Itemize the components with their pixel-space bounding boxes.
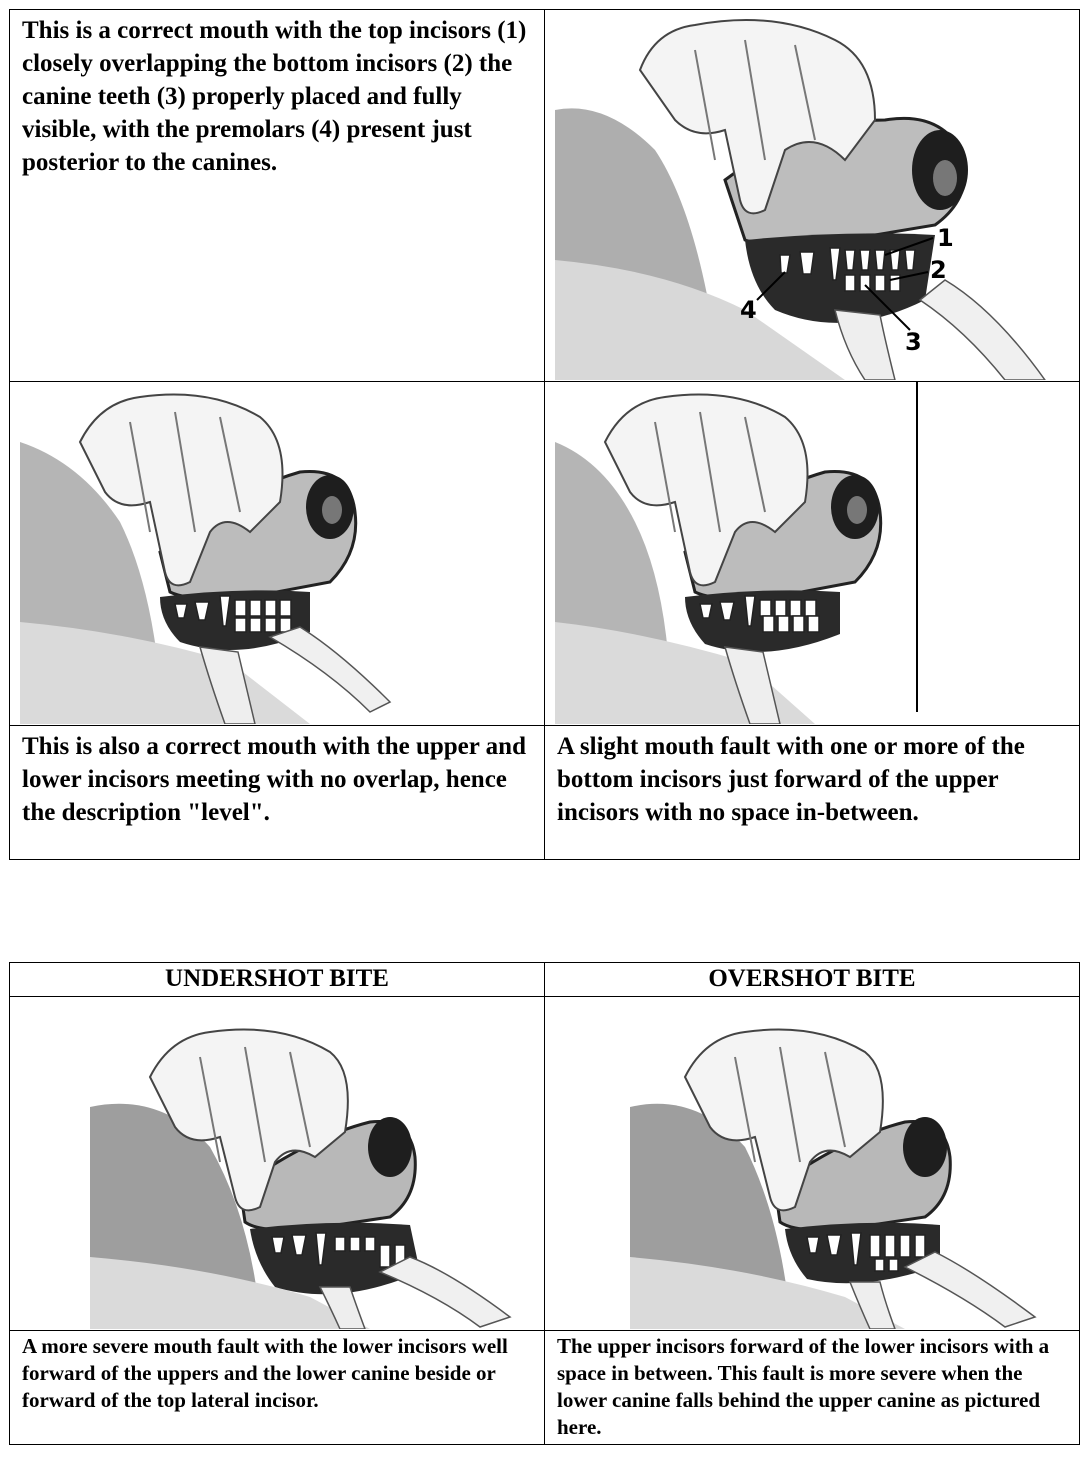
slight-fault-illustration (545, 382, 1080, 724)
bite-comparison-table-bottom (9, 962, 1080, 1445)
figure-label-1: 1 (937, 224, 954, 252)
figure-label-4: 4 (740, 296, 757, 324)
cell-undershot-image (10, 997, 545, 1331)
undershot-bite-description: A more severe mouth fault with the lower incisors well forward of the uppers and the lower canine beside or forward of the top lateral incisor. (22, 1334, 508, 1412)
undershot-bite-header: UNDERSHOT BITE (10, 963, 545, 997)
cell-overshot-text (545, 1331, 1080, 1445)
cell-level-bite-text (10, 726, 545, 860)
overshot-bite-header: OVERSHOT BITE (545, 963, 1080, 997)
correct-scissor-description: This is a correct mouth with the top incisors (1) closely overlapping the bottom incisors (2) the canine teeth (3) properly placed and fully visible, with the premolars (4) present just posterior to the canines. (22, 17, 527, 176)
scissor-bite-illustration (545, 10, 1080, 380)
cell-overshot-image (545, 997, 1080, 1331)
cell-slight-fault-text (545, 726, 1080, 860)
cell-correct-scissor-image (545, 10, 1080, 382)
cell-correct-scissor-text (10, 10, 545, 382)
level-bite-illustration (10, 382, 545, 724)
cell-slight-fault-image (545, 382, 1080, 726)
figure-label-3: 3 (905, 328, 922, 356)
level-bite-description: This is also a correct mouth with the upper and lower incisors meeting with no overlap, hence the description "level". (22, 733, 526, 826)
overshot-bite-description: The upper incisors forward of the lower incisors with a space in between. This fault is more severe when the lower canine falls behind the upper canine as pictured here. (557, 1334, 1050, 1439)
overshot-bite-illustration (545, 997, 1080, 1329)
slight-fault-description: A slight mouth fault with one or more of the bottom incisors just forward of the upper incisors with no space in-between. (557, 733, 1025, 826)
cell-undershot-text (10, 1331, 545, 1445)
bite-comparison-table-top (9, 9, 1080, 860)
cell-level-bite-image (10, 382, 545, 726)
undershot-bite-illustration (10, 997, 545, 1329)
figure-label-2: 2 (930, 256, 947, 284)
